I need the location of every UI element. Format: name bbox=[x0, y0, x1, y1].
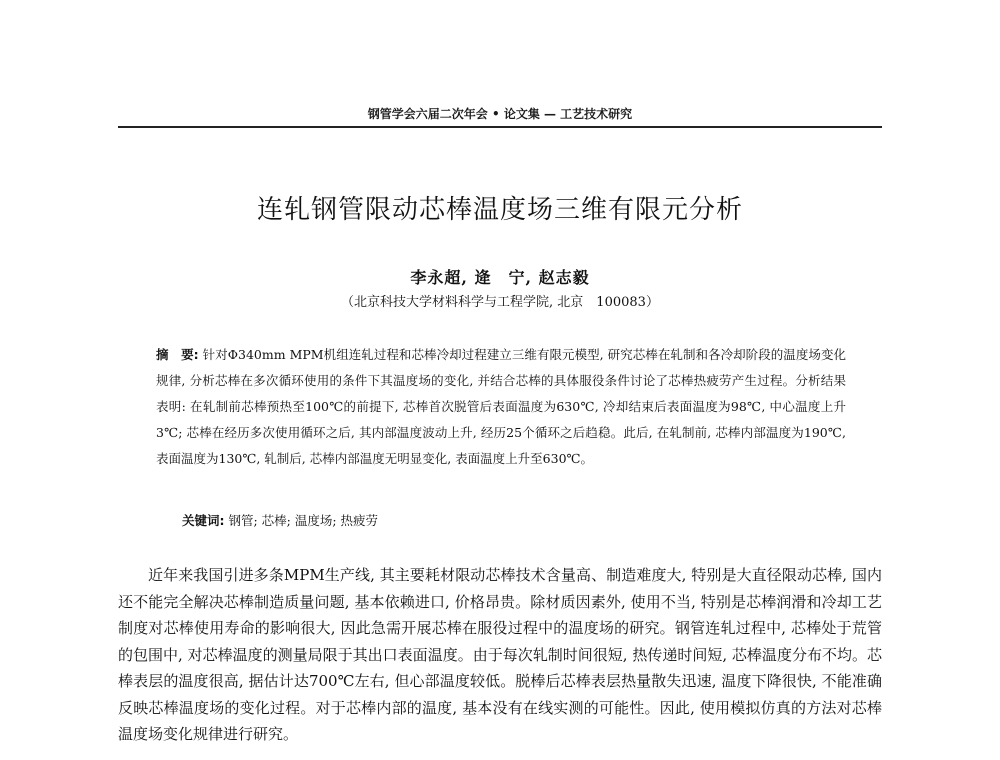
body-paragraph: 近年来我国引进多条MPM生产线, 其主要耗材限动芯棒技术含量高、制造难度大, 特别是大直径限动芯棒, 国内还不能完全解决芯棒制造质量问题, 基本依赖进口, 价格昂贵。除材质因素外, 使用不当, 特别是芯棒润滑和冷却工艺制度对芯棒使用寿命的影响很大, 因此急需开展芯棒在服役过程中的温度场的研究。钢管连轧过程中, 芯棒处于荒管的包围中, 对芯棒温度的测量局限于其出口表面温度。由于每次轧制时间很短, 热传递时间短, 芯棒温度分布不均。芯棒表层的温度很高, 据估计达700℃左右, 但心部温度较低。脱棒后芯棒表层热量散失迅速, 温度下降很快, 不能准确反映芯棒温度场的变化过程。对于芯棒内部的温度, 基本没有在线实测的可能性。因此, 使用模拟仿真的方法对芯棒温度场变化规律进行研究。 bbox=[118, 566, 882, 743]
abstract-label: 摘 要: bbox=[156, 347, 199, 362]
running-header: 钢管学会六届二次年会 • 论文集 — 工艺技术研究 bbox=[367, 107, 633, 121]
abstract-text: 针对Φ340mm MPM机组连轧过程和芯棒冷却过程建立三维有限元模型, 研究芯棒在轧制和各冷却阶段的温度场变化规律, 分析芯棒在多次循环使用的条件下其温度场的变化, 并结合芯棒的具体服役条件讨论了芯棒热疲劳产生过程。分析结果表明: 在轧制前芯棒预热至100℃的前提下, 芯棒首次脱管后表面温度为630℃, 冷却结束后表面温度为98℃, 中心温度上升3℃; 芯棒在经历多次使用循环之后, 其内部温度波动上升, 经历25个循环之后趋稳。此后, 在轧制前, 芯棒内部温度为190℃, 表面温度为130℃, 轧制后, 芯棒内部温度无明显变化, 表面温度上升至630℃。 bbox=[156, 347, 846, 466]
paper-affiliation: （北京科技大学材料科学与工程学院, 北京 100083） bbox=[341, 295, 659, 310]
keywords-text: 钢管; 芯棒; 温度场; 热疲劳 bbox=[228, 513, 379, 528]
header-rule bbox=[118, 126, 882, 128]
keywords-label: 关键词: bbox=[182, 513, 225, 528]
paper-authors: 李永超, 逄 宁, 赵志毅 bbox=[410, 268, 590, 287]
paper-title: 连轧钢管限动芯棒温度场三维有限元分析 bbox=[256, 195, 743, 225]
keywords bbox=[182, 508, 846, 534]
abstract bbox=[156, 342, 846, 472]
